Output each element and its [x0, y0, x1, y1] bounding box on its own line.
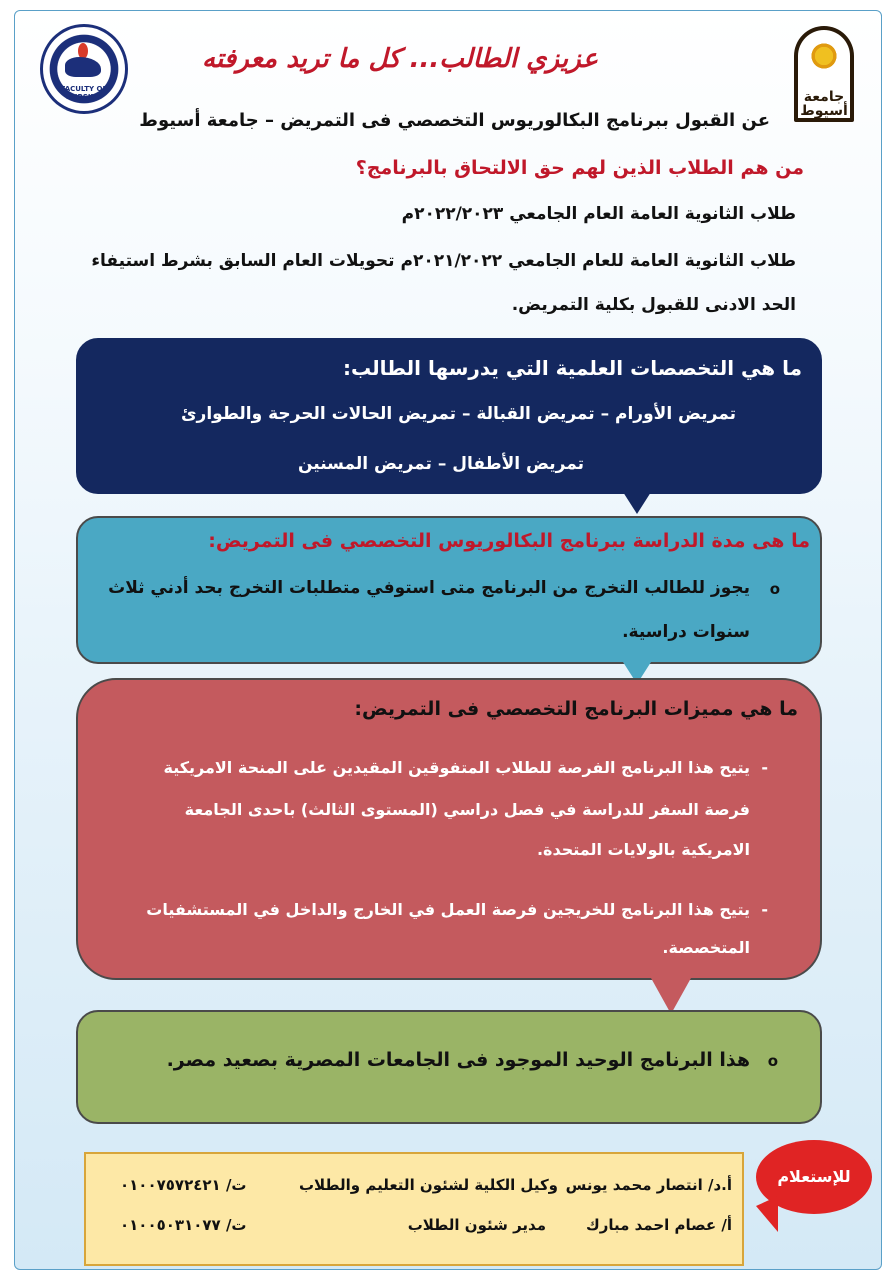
lamp-icon	[65, 57, 101, 77]
eligibility-question: من هم الطلاب الذين لهم حق الالتحاق بالبرنامج؟	[355, 157, 804, 179]
page-subtitle: عن القبول ببرنامج البكالوريوس التخصصي فى التمريض – جامعة أسيوط	[139, 110, 770, 131]
faculty-of-nursing-logo	[40, 24, 128, 114]
feature-2-line-2: المتخصصة.	[662, 938, 750, 957]
speech-tail	[651, 978, 691, 1014]
specialties-box	[76, 338, 822, 494]
logo-left-text: FACULTY OF NURSING	[60, 85, 108, 101]
duration-heading: ما هى مدة الدراسة ببرنامج البكالوريوس التخصصي فى التمريض:	[208, 530, 810, 552]
logo-right-text: جامعة أسيوط	[800, 89, 848, 119]
unique-program-text: هذا البرنامج الوحيد الموجود فى الجامعات المصرية بصعيد مصر.	[166, 1049, 750, 1071]
sun-icon	[808, 40, 840, 72]
duration-box	[76, 516, 822, 664]
feature-1-line-2: فرصة السفر للدراسة في فصل دراسي (المستوى الثالث) باحدى الجامعة	[184, 800, 750, 819]
dash-icon: -	[761, 758, 768, 777]
bullet-icon: o	[769, 580, 780, 598]
speech-tail	[756, 1196, 778, 1232]
contact-1-role: وكيل الكلية لشئون التعليم والطلاب	[298, 1176, 558, 1194]
contact-1-phone[interactable]: ت/ ٠١٠٠٧٥٧٢٤٢١	[120, 1176, 247, 1194]
specialties-line-1: تمريض الأورام – تمريض القبالة – تمريض الحالات الحرجة والطوارئ	[180, 404, 736, 424]
contact-box	[84, 1152, 744, 1266]
duration-line-1: يجوز للطالب التخرج من البرنامج متى استوفي متطلبات التخرج بحد أدني ثلاث	[108, 578, 750, 598]
contact-2-role: مدير شئون الطلاب	[407, 1216, 546, 1234]
contact-1-name: أ.د/ انتصار محمد يونس	[565, 1176, 732, 1194]
features-heading: ما هي مميزات البرنامج التخصصي فى التمريض:	[354, 698, 798, 720]
feature-1-line-3: الامريكية بالولايات المتحدة.	[536, 840, 750, 859]
contact-2-name: أ/ عصام احمد مبارك	[585, 1216, 732, 1234]
eligibility-line-1: طلاب الثانوية العامة العام الجامعي ٢٠٢٢/٢٠٢٣م	[401, 204, 796, 224]
dash-icon: -	[761, 900, 768, 919]
specialties-heading: ما هي التخصصات العلمية التي يدرسها الطالب:	[342, 356, 802, 380]
feature-1-line-1: يتيح هذا البرنامج الفرصة للطلاب المتفوقين المقيدين على المنحة الامريكية	[163, 758, 750, 777]
eligibility-line-2: طلاب الثانوية العامة للعام الجامعي ٢٠٢١/٢٠٢٢م تحويلات العام السابق بشرط استيفاء	[91, 251, 796, 271]
inquiry-bubble: للإستعلام	[756, 1140, 872, 1214]
contact-2-phone[interactable]: ت/ ٠١٠٠٥٠٣١٠٧٧	[120, 1216, 247, 1234]
speech-tail	[623, 492, 651, 514]
features-box	[76, 678, 822, 980]
unique-program-box	[76, 1010, 822, 1124]
page-title: عزيزي الطالب... كل ما تريد معرفته	[202, 44, 598, 74]
specialties-line-2: تمريض الأطفال – تمريض المسنين	[298, 454, 584, 474]
feature-2-line-1: يتيح هذا البرنامج للخريجين فرصة العمل في الخارج والداخل في المستشفيات	[146, 900, 750, 919]
eligibility-line-3: الحد الادنى للقبول بكلية التمريض.	[511, 295, 796, 315]
duration-line-2: سنوات دراسية.	[622, 622, 750, 642]
assiut-university-logo	[788, 26, 860, 126]
bullet-icon: o	[767, 1052, 778, 1070]
